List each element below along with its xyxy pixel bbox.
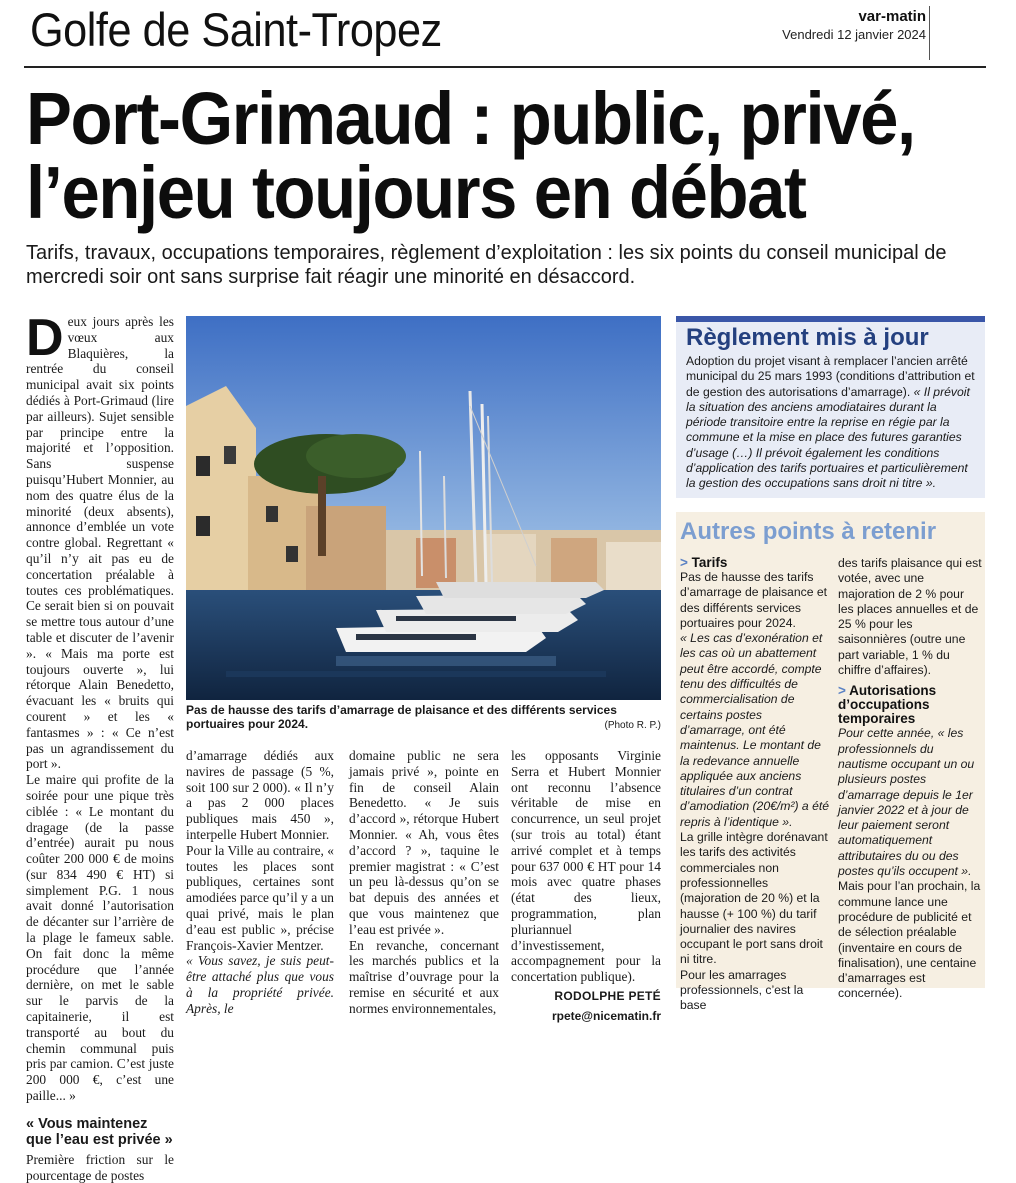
sidebar-paragraph: La grille intègre dorénavant les tarifs des activités commerciales non professionnelles (majoration de 20 %) et la hausse (+ 100 %) du tarif journalier des navires occupant le port sans droit ni titre. <box>680 830 828 967</box>
sidebar-autres-points <box>676 512 985 1013</box>
publication-date: Vendredi 12 janvier 2024 <box>782 27 926 42</box>
header-rule <box>24 66 986 68</box>
chevron-right-icon: > <box>680 555 688 570</box>
sidebar-text-plain: Adoption du projet visant à remplacer l’ancien arrêté municipal du 25 mars 1993 (conditions d’attribution et de gestion des autorisations d’amarrage). <box>686 354 975 399</box>
byline <box>511 989 661 1025</box>
section-title: Golfe de Saint-Tropez <box>30 3 442 56</box>
article-column-4 <box>511 748 661 1025</box>
article-paragraph: eux jours après les vœux aux Blaquières, la rentrée du conseil municipal avait six points dédiés à Port-Grimaud (lire par ailleurs). Sujet sensible par principe entre la majorité et l’opposition. Sans suspense puisqu’Hubert Monnier, au nom des quatre élus de la minorité (deux absents), annonce d’emblée un vote contre global. Regrettant « qu’il n’y ait pas eu de concertation préalable à toutes ces problématiques. Ce serait bien si on pouvait se mettre tous autour d’une table et discuter de l’avenir ». « Mais ma porte est toujours ouverte », lui rétorque Alain Benedetto, évacuant les « bruits qui courent » et les « fantasmes » : « Ce n’est pas un agrandissement du port ». <box>26 314 174 772</box>
author-name: RODOLPHE PETÉ <box>554 988 661 1003</box>
masthead-divider <box>929 6 930 60</box>
article-column-1 <box>26 309 174 1183</box>
author-email[interactable]: rpete@nicematin.fr <box>551 1008 661 1023</box>
article-paragraph: les opposants Virginie Serra et Hubert Monnier ont reconnu l’absence véritable de mise en concurrence, un seul projet (sur trois au total) étant arrivé complet et à temps pour 637 000 € HT pour 14 mois avec quatre phases (état des lieux, programmation, plan pluriannuel d’investissement, accompagnement pour la concertation publique). <box>511 748 661 985</box>
sidebar-paragraph: Mais pour l’an prochain, la commune lance une procédure de publicité et de sélection préalable (inventaire en cours de finalisation), une centaine d’amarrages est concernée). <box>838 879 981 1001</box>
deck: Tarifs, travaux, occupations temporaires, règlement d’exploitation : les six points du conseil municipal de mercredi soir ont sans surprise fait réagir une minorité en désaccord. <box>26 242 947 288</box>
headline-line-2: l’enjeu toujours en débat <box>26 151 806 234</box>
chevron-right-icon: > <box>838 683 846 699</box>
harbor-photo-illustration <box>186 316 661 700</box>
sidebar-paragraph <box>680 631 830 830</box>
sidebar-paragraph: Pour les amarrages professionnels, c’est la base <box>680 967 804 1013</box>
photo-credit: (Photo R. P.) <box>604 720 661 731</box>
harbor-photo <box>186 316 661 700</box>
article-paragraph: domaine public ne sera jamais privé », pointe en fin de conseil Alain Benedetto. « Je suis d’accord », rétorque Hubert Monnier. « Ah, vous êtes d’accord ? », taquine le premier magistrat : « C’est un peu là-dessus qu’on se bat depuis des années et que vous maintenez que l’eau est privée ». <box>349 748 499 937</box>
article-paragraph <box>186 953 334 1016</box>
caption-text: Pas de hausse des tarifs d’amarrage de plaisance et des différents services portuaires pour 2024. <box>186 703 617 731</box>
quote: Pour cette année, « les professionnels du nautisme occupant un ou plusieurs postes d’amarrage depuis le 1er janvier 2022 et à jour de leur paiement seront automatiquement attributaires du ou des postes qu’ils occupent ». <box>838 726 975 879</box>
article-paragraph: En revanche, concernant les marchés publics et la maîtrise d’ouvrage pour la remise en sécurité et aux normes environnementales, <box>349 937 499 1016</box>
article-column-3 <box>349 748 499 1017</box>
article-column-2 <box>186 748 334 1017</box>
sidebar-column-2 <box>838 556 982 1002</box>
sidebar-title: Autres points à retenir <box>680 518 937 545</box>
brand-name: var-matin <box>858 8 926 25</box>
headline <box>26 77 996 234</box>
sidebar-title: Règlement mis à jour <box>686 324 929 351</box>
sidebar-text-quote: « Il prévoit la situation des anciens amodiataires durant la période transitoire entre la reprise en régie par la commune et la mise en place des futures garanties d’usage (…) Il prévoit également les conditions d’application des tarifs portuaires et particulièrement la gestion des occupations sans droit ni titre ». <box>686 384 970 491</box>
subhead-label: Autorisations d’occupations temporaires <box>838 683 937 727</box>
article-paragraph: Le maire qui profite de la soirée pour une pique très ciblée : « Le montant du dragage (de la passe d’entrée) aurait pu nous coûter 200 000 € de moins (sur 834 490 € HT) si simplement P.G. 1 nous avait donné l’autorisation de décanter sur l’arrière de la plage le fameux sable. On fait donc la même procédure que l’année dernière, on met le sable sur le parvis de la capitainerie, il est transporté au bout du chemin communal puis pris par camion. C’est juste 200 000 €, c’est une paille... » <box>26 772 174 1104</box>
article-paragraph: d’amarrage dédiés aux navires de passage (5 %, soit 100 sur 2 000). « Il n’y a pas 2 000 places publiques mais 450 », interpelle Hubert Monnier. <box>186 748 334 842</box>
sidebar-accent-bar <box>676 316 985 322</box>
photo-caption <box>186 703 661 733</box>
article-paragraph: Pour la Ville au contraire, « toutes les places sont publiques, certaines sont amodiées parce qu’il y a un quai privé, mais le plan d’eau est public », précise François-Xavier Mentzer. <box>186 842 334 953</box>
intertitle: « Vous maintenez que l’eau est privée » <box>26 1115 173 1148</box>
sidebar-text <box>686 354 979 492</box>
headline-line-1: Port-Grimaud : public, privé, <box>26 77 915 160</box>
sidebar-subhead-tarifs <box>680 556 830 570</box>
quote: « Les cas d’exonération et les cas où un abattement peut être accordé, compte tenu des difficultés de commercialisation de certains postes d’amarrage, ont été maintenus. Le montant de la redevance annuelle appliquée aux anciens titulaires d’un contrat d’amodiation (20€/m²) a été repris à l’identique ». <box>680 631 830 829</box>
masthead <box>782 8 926 42</box>
sidebar-reglement <box>676 316 985 498</box>
sidebar-column-1 <box>680 556 830 1014</box>
sidebar-subhead-occupations <box>838 684 982 726</box>
quote: « Vous savez, je suis peut-être attaché plus que vous à la propriété privée. Après, le <box>186 953 334 1016</box>
article-paragraph: Première friction sur le pourcentage de postes <box>26 1151 174 1183</box>
sidebar-paragraph: Pas de hausse des tarifs d’amarrage de plaisance et des différents services portuaires pour 2024. <box>680 570 828 630</box>
sidebar-paragraph: des tarifs plaisance qui est votée, avec une majoration de 2 % pour les places annuelles et de 25 % pour les saisonnières (outre une part variable, 1 % du chiffre d’affaires). <box>838 556 982 678</box>
subhead-label: Tarifs <box>691 555 728 570</box>
drop-cap: D <box>26 309 64 367</box>
sidebar-paragraph <box>838 726 982 879</box>
